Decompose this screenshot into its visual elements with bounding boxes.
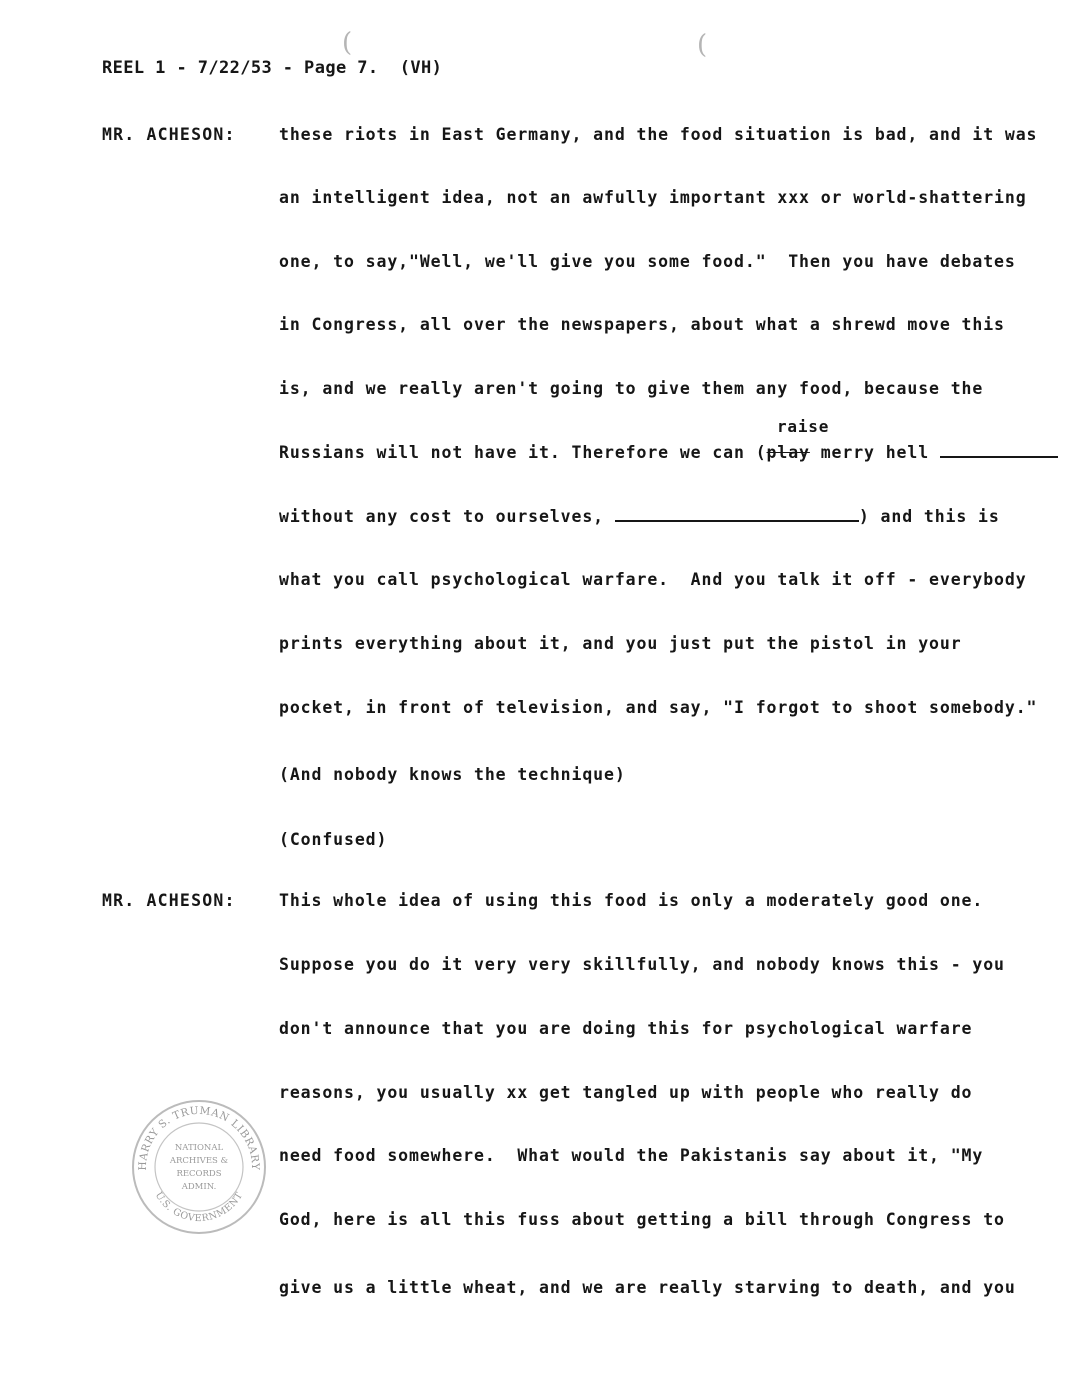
transcript-line: what you call psychological warfare. And you talk it off - everybody [279, 570, 1027, 589]
transcript-line: reasons, you usually xx get tangled up with people who really do [279, 1083, 973, 1102]
svg-text:NATIONAL: NATIONAL [174, 1143, 224, 1153]
speaker-label: MR. ACHESON: [102, 125, 236, 144]
svg-text:ADMIN.: ADMIN. [181, 1182, 217, 1192]
transcript-line: in Congress, all over the newspapers, about what a shrewd move this [279, 315, 1005, 334]
transcript-line: an intelligent idea, not an awfully important xxx or world-shattering [279, 188, 1027, 207]
transcript-line: Suppose you do it very very skillfully, and nobody knows this - you [279, 955, 1005, 974]
transcript-line: prints everything about it, and you just put the pistol in your [279, 634, 962, 653]
transcript-line: (And nobody knows the technique) [279, 765, 626, 784]
speaker-label: MR. ACHESON: [102, 891, 236, 910]
paper-mark: ( [342, 28, 353, 58]
svg-text:U.S. GOVERNMENT: U.S. GOVERNMENT [152, 1190, 246, 1225]
svg-text:ARCHIVES &: ARCHIVES & [169, 1156, 229, 1166]
blank-underline [615, 506, 859, 522]
transcript-line: (Confused) [279, 830, 388, 849]
transcript-line: need food somewhere. What would the Pakistanis say about it, "My [279, 1146, 984, 1165]
svg-text:RECORDS: RECORDS [176, 1169, 222, 1179]
transcript-line: This whole idea of using this food is only a moderately good one. [279, 891, 984, 910]
transcript-line: is, and we really aren't going to give them any food, because the [279, 379, 984, 398]
transcript-line: God, here is all this fuss about getting a bill through Congress to [279, 1210, 1005, 1229]
transcript-line: give us a little wheat, and we are really starving to death, and you [279, 1278, 1016, 1297]
paper-mark: ( [697, 30, 708, 60]
transcript-line: pocket, in front of television, and say, "I forgot to shoot somebody." [279, 698, 1038, 717]
transcript-line: don't announce that you are doing this for psychological warfare [279, 1019, 973, 1038]
transcript-line: these riots in East Germany, and the food situation is bad, and it was [279, 125, 1038, 144]
svg-text:HARRY S. TRUMAN LIBRARY: HARRY S. TRUMAN LIBRARY [136, 1104, 262, 1171]
transcript-line: without any cost to ourselves, ) and this is [279, 507, 1000, 526]
archive-stamp [130, 1098, 268, 1236]
struck-word: play [766, 443, 810, 462]
transcript-line: Russians will not have it. Therefore we can (play merry hell [279, 442, 1058, 462]
interlinear-correction: raise [777, 417, 830, 436]
transcript-line: one, to say,"Well, we'll give you some food." Then you have debates [279, 252, 1016, 271]
blank-underline [940, 442, 1058, 458]
page-header: REEL 1 - 7/22/53 - Page 7. (VH) [102, 58, 443, 78]
